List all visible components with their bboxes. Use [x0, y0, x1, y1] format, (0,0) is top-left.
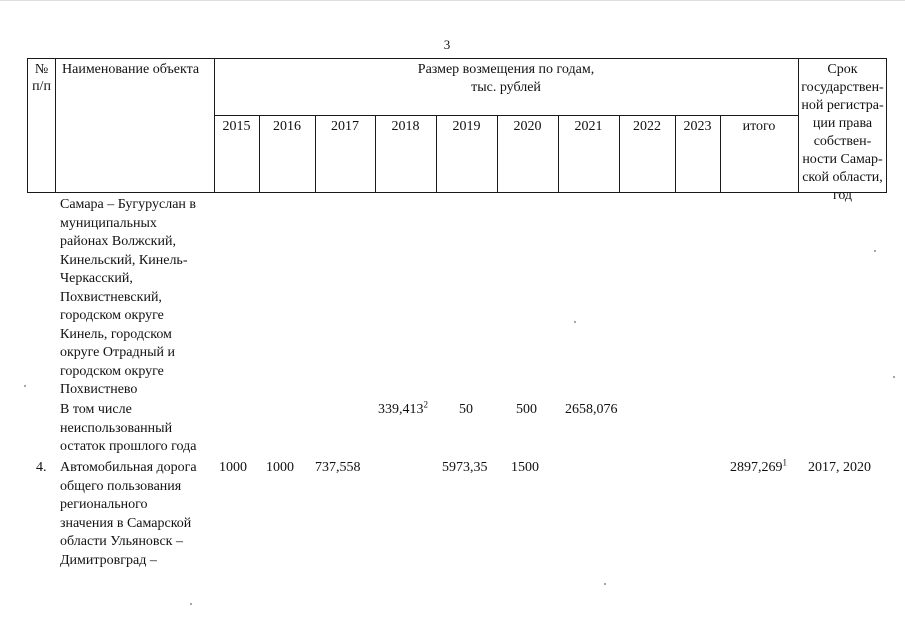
value-2016: 1000 [266, 460, 294, 475]
value-2020: 500 [516, 402, 537, 417]
value-2019: 5973,35 [442, 460, 488, 475]
header-total: итого [742, 119, 776, 134]
header-term: Срок государствен- ной регистра- ции права собствен- ности Самар- ской области, год [801, 62, 884, 203]
scan-speck [604, 583, 606, 585]
scan-speck [190, 603, 192, 605]
value-2021: 2658,076 [565, 402, 618, 417]
header-year-2020: 2020 [513, 119, 542, 134]
header-amount: Размер возмещения по годам, тыс. рублей [417, 62, 595, 95]
header-number: № п/п [32, 62, 51, 94]
value-term: 2017, 2020 [808, 460, 871, 475]
value-2017: 737,558 [315, 460, 361, 475]
header-name: Наименование объекта [62, 62, 200, 77]
header-year-2015: 2015 [222, 119, 251, 134]
scan-speck [574, 321, 576, 323]
header-year-2016: 2016 [273, 119, 301, 134]
header-year-2021: 2021 [574, 119, 603, 134]
scan-speck [893, 376, 895, 378]
header-year-2019: 2019 [452, 119, 481, 134]
page-top-edge [0, 0, 905, 1]
scan-speck [24, 385, 26, 387]
scan-speck [874, 250, 876, 252]
value-2015: 1000 [219, 460, 247, 475]
header-year-2018: 2018 [391, 119, 420, 134]
row-number: 4. [36, 460, 47, 475]
header-year-2017: 2017 [331, 119, 359, 134]
value-total: 2897,269$^1$ [730, 457, 787, 475]
page-number: 3 [443, 37, 451, 52]
header-year-2023: 2023 [683, 119, 712, 134]
value-2020: 1500 [511, 460, 539, 475]
value-2019: 50 [459, 402, 473, 417]
value-2018: 339,413$^2$ [378, 399, 428, 417]
header-year-2022: 2022 [633, 119, 661, 134]
